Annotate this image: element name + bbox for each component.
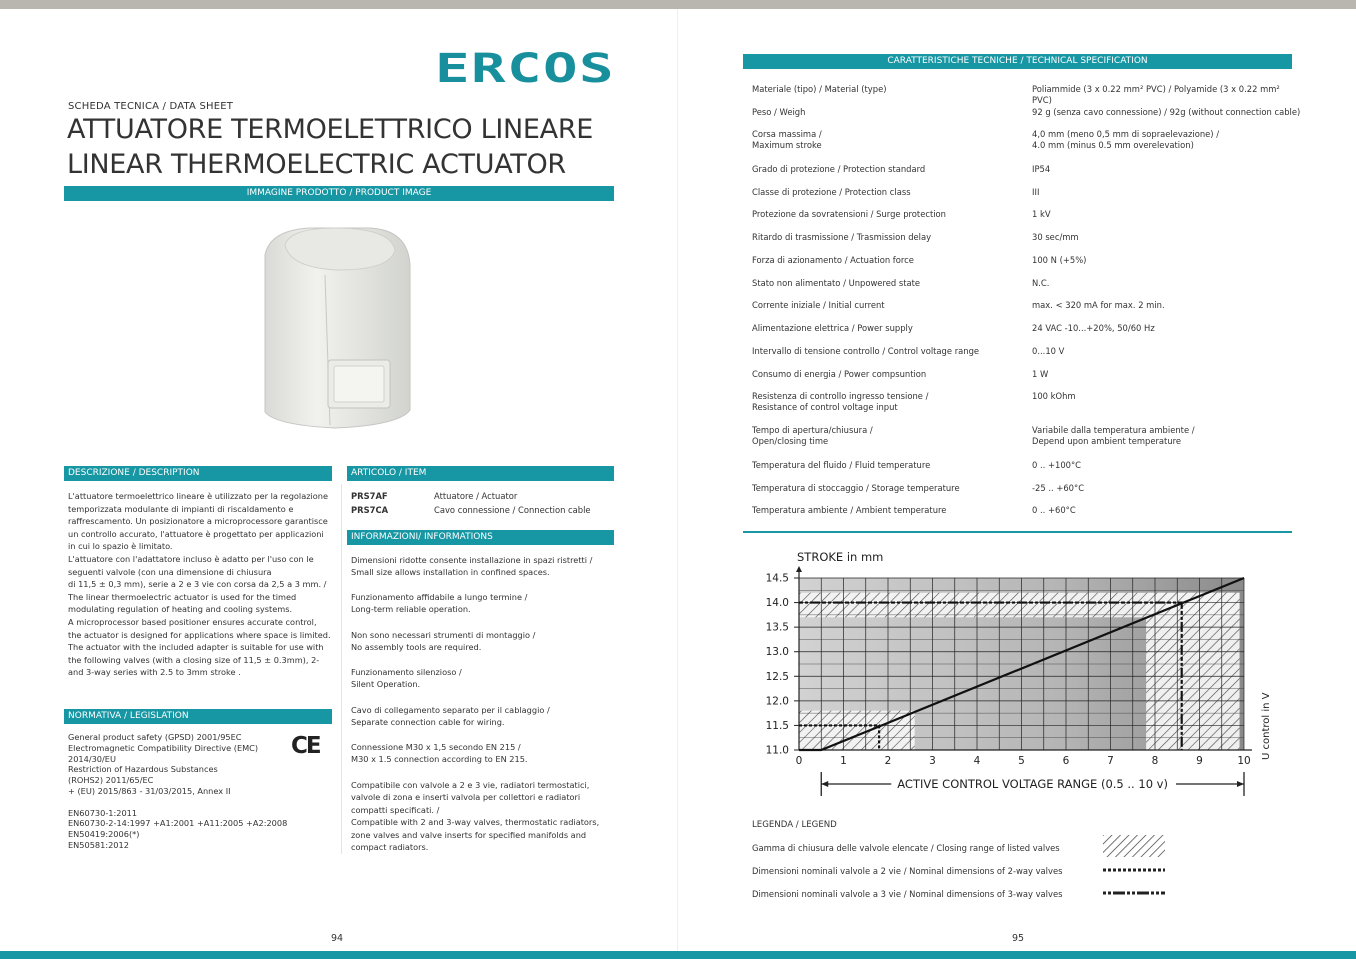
- info-block: [351, 554, 615, 579]
- info-line: No assembly tools are required.: [351, 642, 482, 653]
- top-border: [0, 0, 1356, 9]
- spec-label: [752, 278, 1012, 289]
- y-tick-label: 12.0: [765, 695, 789, 708]
- spec-value-line: N.C.: [1032, 278, 1050, 288]
- spec-label-line: Temperatura del fluido / Fluid temperature: [752, 460, 931, 470]
- spec-label: [752, 255, 1012, 266]
- document-type: SCHEDA TECNICA / DATA SHEET: [68, 101, 234, 112]
- info-block: [351, 741, 615, 766]
- page-number-right: 95: [1012, 933, 1025, 944]
- spec-value: [1032, 425, 1302, 447]
- spec-value: [1032, 107, 1302, 118]
- dotted-legend-swatch: [1103, 866, 1165, 874]
- info-block: [351, 666, 615, 691]
- description-line: temporizzata modulante di impianti di riscaldamento e: [68, 503, 294, 514]
- spec-label: [752, 300, 1012, 311]
- spec-label: [752, 425, 1012, 447]
- spec-value-line: 4.0 mm (minus 0.5 mm overelevation): [1032, 140, 1194, 150]
- spec-value: [1032, 505, 1302, 516]
- description-line: the following valves (with a closing size of 11,5 ± 0.3mm), 2-: [68, 654, 320, 665]
- x-tick-label: 10: [1237, 755, 1251, 767]
- y-tick-label: 14.0: [765, 597, 789, 610]
- legend-title: LEGENDA / LEGEND: [752, 820, 837, 830]
- spec-value: [1032, 209, 1302, 220]
- spec-label: [752, 107, 1012, 118]
- spec-label-line: Corsa massima /: [752, 129, 822, 139]
- spec-value: [1032, 300, 1302, 311]
- info-line: Small size allows installation in confined spaces.: [351, 567, 550, 578]
- spec-value: [1032, 460, 1302, 471]
- spec-label-line: Resistance of control voltage input: [752, 402, 898, 412]
- closing-range-region: [799, 711, 915, 750]
- legislation-line: 2014/30/EU: [68, 753, 116, 764]
- spec-value-line: 4,0 mm (meno 0,5 mm di sopraelevazione) /: [1032, 129, 1220, 139]
- x-axis-label: ACTIVE CONTROL VOLTAGE RANGE (0.5 .. 10 v): [897, 777, 1168, 791]
- info-block: [351, 704, 615, 729]
- spec-value-line: III: [1032, 187, 1040, 197]
- spec-label: [752, 323, 1012, 334]
- item-name: Attuatore / Actuator: [434, 491, 518, 501]
- info-line: Cavo di collegamento separato per il cablaggio /: [351, 705, 550, 715]
- dashdot-legend-swatch: [1103, 889, 1165, 897]
- spec-value-line: 92 g (senza cavo connessione) / 92g (without connection cable): [1032, 107, 1301, 117]
- info-line: Funzionamento affidabile a lungo termine /: [351, 592, 528, 602]
- spec-label-line: Stato non alimentato / Unpowered state: [752, 278, 921, 288]
- spec-label: [752, 391, 1012, 413]
- info-line: Compatible with 2 and 3-way valves, thermostatic radiators,: [351, 817, 600, 828]
- x-tick-label: 7: [1107, 755, 1114, 767]
- technical-spec-header: CARATTERISTICHE TECNICHE / TECHNICAL SPECIFICATION: [743, 54, 1292, 69]
- product-image-header: IMMAGINE PRODOTTO / PRODUCT IMAGE: [64, 186, 614, 201]
- spec-value-line: 100 kOhm: [1032, 391, 1076, 401]
- spec-value: [1032, 255, 1302, 266]
- legislation-line: General product safety (GPSD) 2001/95EC: [68, 732, 242, 742]
- spec-label-line: Tempo di apertura/chiusura /: [752, 425, 873, 435]
- spec-value-line: Variabile dalla temperatura ambiente /: [1032, 425, 1195, 435]
- spec-label: [752, 84, 1012, 95]
- spec-value-line: 1 W: [1032, 369, 1049, 379]
- spec-value-line: IP54: [1032, 164, 1051, 174]
- info-line: Connessione M30 x 1,5 secondo EN 215 /: [351, 742, 521, 752]
- ercos-logo: [434, 51, 616, 85]
- info-line: Compatibile con valvole a 2 e 3 vie, radiatori termostatici,: [351, 780, 590, 790]
- legislation-line: [68, 797, 298, 808]
- y-axis-label: U control in V: [1261, 692, 1272, 760]
- legislation-line: Restriction of Hazardous Substances: [68, 764, 218, 775]
- info-block: [351, 779, 615, 853]
- info-line: Funzionamento silenzioso /: [351, 667, 462, 677]
- description-line: and 3-way series with 2.5 to 3mm stroke .: [68, 667, 241, 678]
- description-text: [68, 490, 334, 679]
- spec-value-line: max. < 320 mA for max. 2 min.: [1032, 300, 1165, 310]
- info-block: [351, 629, 615, 654]
- spec-label-line: Forza di azionamento / Actuation force: [752, 255, 914, 265]
- y-tick-label: 13.5: [765, 621, 789, 634]
- spec-value: [1032, 129, 1302, 151]
- column-divider: [341, 484, 342, 854]
- item-header: ARTICOLO / ITEM: [347, 466, 614, 481]
- y-tick-label: 11.5: [765, 719, 789, 732]
- info-line: Separate connection cable for wiring.: [351, 717, 505, 728]
- description-line: di 11,5 ± 0,3 mm), serie a 2 e 3 vie con corsa da 2,5 a 3 mm. /: [68, 579, 327, 590]
- info-line: zone valves and valve inserts for specified manifolds and: [351, 829, 587, 840]
- spec-label-line: Temperatura ambiente / Ambient temperature: [752, 505, 947, 515]
- item-code: PRS7AF: [351, 491, 388, 501]
- y-tick-label: 14.5: [765, 572, 789, 585]
- spec-label: [752, 505, 1012, 516]
- y-tick-label: 11.0: [765, 744, 789, 757]
- spec-value: [1032, 84, 1302, 106]
- x-tick-label: 4: [973, 755, 981, 767]
- spec-label: [752, 483, 1012, 494]
- spec-value: [1032, 369, 1302, 380]
- x-tick-label: 0: [795, 755, 803, 767]
- hatch-legend-swatch: [1103, 835, 1165, 857]
- closing-range-region: [1146, 593, 1239, 750]
- spec-value: [1032, 391, 1302, 402]
- description-line: A microprocessor based positioner ensures accurate control,: [68, 616, 317, 627]
- info-line: Long-term reliable operation.: [351, 604, 471, 615]
- description-line: un controllo accurato, l'attuatore è progettato per applicazioni: [68, 528, 324, 539]
- spec-label: [752, 369, 1012, 380]
- info-line: compatti specificati. /: [351, 804, 440, 815]
- spec-value-line: Depend upon ambient temperature: [1032, 436, 1182, 446]
- description-header: DESCRIZIONE / DESCRIPTION: [64, 466, 332, 481]
- spec-label-line: Consumo di energia / Power compsuntion: [752, 369, 927, 379]
- legislation-line: EN60730-1:2011: [68, 807, 138, 818]
- page-gutter: [677, 9, 678, 951]
- x-tick-label: 3: [929, 755, 936, 767]
- spec-label-line: Intervallo di tensione controllo / Control voltage range: [752, 346, 980, 356]
- spec-label: [752, 346, 1012, 357]
- spec-value: [1032, 187, 1302, 198]
- info-line: Dimensioni ridotte consente installazione in spazi ristretti /: [351, 555, 593, 565]
- page-number-left: 94: [331, 933, 344, 944]
- spec-label-line: Maximum stroke: [752, 140, 822, 150]
- legislation-line: EN50581:2012: [68, 839, 129, 850]
- spec-value: [1032, 164, 1302, 175]
- legislation-text: [68, 732, 298, 851]
- spec-label-line: Resistenza di controllo ingresso tensione /: [752, 391, 929, 401]
- legislation-line: EN60730-2-14:1997 +A1:2001 +A11:2005 +A2:2008: [68, 818, 288, 829]
- description-line: in cui lo spazio è limitato.: [68, 541, 173, 552]
- title-italian: ATTUATORE TERMOELETTRICO LINEARE: [67, 114, 594, 145]
- spec-label: [752, 232, 1012, 243]
- spec-value: [1032, 278, 1302, 289]
- range-arrowhead-right: [1237, 781, 1244, 787]
- description-line: L'attuatore con l'adattatore incluso è adatto per l'uso con le: [68, 553, 314, 564]
- spec-value: [1032, 323, 1302, 334]
- range-arrowhead-left: [821, 781, 828, 787]
- spec-value-line: 1 kV: [1032, 209, 1051, 219]
- spec-value-line: 30 sec/mm: [1032, 232, 1079, 242]
- x-tick-label: 1: [840, 755, 847, 767]
- spec-value-line: -25 .. +60°C: [1032, 483, 1085, 493]
- x-tick-label: 6: [1062, 755, 1070, 767]
- spec-label-line: Classe di protezione / Protection class: [752, 187, 911, 197]
- info-line: M30 x 1.5 connection according to EN 215.: [351, 754, 528, 765]
- brand-text: ERCOS: [435, 51, 615, 85]
- spec-label-line: Materiale (tipo) / Material (type): [752, 84, 887, 94]
- legislation-line: EN50419:2006(*): [68, 829, 140, 840]
- title-english: LINEAR THERMOELECTRIC ACTUATOR: [67, 149, 566, 180]
- description-line: modulating regulation of heating and cooling systems.: [68, 604, 293, 615]
- y-axis-arrow: [796, 566, 802, 572]
- x-tick-label: 9: [1196, 755, 1203, 767]
- info-block: [351, 591, 615, 616]
- description-line: The linear thermoelectric actuator is used for the timed: [68, 591, 297, 602]
- x-tick-label: 8: [1151, 755, 1159, 767]
- y-tick-label: 13.0: [765, 646, 789, 659]
- spec-label: [752, 187, 1012, 198]
- spec-label: [752, 129, 1012, 151]
- spec-label: [752, 164, 1012, 175]
- actuator-product-image: [250, 220, 420, 435]
- legislation-header: NORMATIVA / LEGISLATION: [64, 709, 332, 724]
- spec-value: [1032, 232, 1302, 243]
- item-name: Cavo connessione / Connection cable: [434, 505, 591, 515]
- spec-label-line: Temperatura di stoccaggio / Storage temperature: [752, 483, 960, 493]
- spec-value-line: 24 VAC -10...+20%, 50/60 Hz: [1032, 323, 1155, 333]
- info-line: compact radiators.: [351, 842, 429, 853]
- spec-label-line: Open/closing time: [752, 436, 829, 446]
- spec-value: [1032, 483, 1302, 494]
- description-line: seguenti valvole (con una dimensione di chiusura: [68, 566, 272, 577]
- info-line: Silent Operation.: [351, 679, 421, 690]
- spec-value: [1032, 346, 1302, 357]
- legend-item: Gamma di chiusura delle valvole elencate / Closing range of listed valves: [752, 843, 1060, 853]
- x-tick-label: 2: [884, 755, 892, 767]
- legislation-line: Electromagnetic Compatibility Directive (EMC): [68, 742, 259, 753]
- bottom-border: [0, 951, 1356, 959]
- legend-item: Dimensioni nominali valvole a 3 vie / Nominal dimensions of 3-way valves: [752, 889, 1063, 899]
- spec-label: [752, 460, 1012, 471]
- legend-item: Dimensioni nominali valvole a 2 vie / Nominal dimensions of 2-way valves: [752, 866, 1063, 876]
- informations-header: INFORMAZIONI/ INFORMATIONS: [347, 530, 614, 545]
- description-line: raffrescamento. Un posizionatore a microprocessore garantisce: [68, 516, 328, 527]
- spec-value-line: 100 N (+5%): [1032, 255, 1087, 265]
- legislation-line: (ROHS2) 2011/65/EC: [68, 775, 154, 786]
- spec-label-line: Grado di protezione / Protection standard: [752, 164, 926, 174]
- ce-mark: CE: [291, 733, 320, 759]
- spec-value-line: 0 .. +60°C: [1032, 505, 1076, 515]
- spec-bottom-rule: [743, 531, 1292, 533]
- info-line: valvole di zona e inserti valvola per collettori e radiatori: [351, 792, 581, 803]
- spec-label-line: Ritardo di trasmissione / Trasmission delay: [752, 232, 932, 242]
- page-title: [67, 112, 593, 182]
- info-line: Non sono necessari strumenti di montaggio /: [351, 630, 536, 640]
- spec-label-line: Alimentazione elettrica / Power supply: [752, 323, 913, 333]
- spec-label: [752, 209, 1012, 220]
- spec-label-line: Corrente iniziale / Initial current: [752, 300, 885, 310]
- spec-value-line: 0...10 V: [1032, 346, 1065, 356]
- x-tick-label: 5: [1018, 755, 1025, 767]
- description-line: L'attuatore termoelettrico lineare è utilizzato per la regolazione: [68, 491, 329, 501]
- y-tick-label: 12.5: [765, 670, 789, 683]
- stroke-chart: [744, 540, 1292, 810]
- spec-value-line: 0 .. +100°C: [1032, 460, 1082, 470]
- spec-label-line: Protezione da sovratensioni / Surge protection: [752, 209, 946, 219]
- description-line: the actuator is designed for applications where space is limited.: [68, 629, 331, 640]
- item-code: PRS7CA: [351, 505, 389, 515]
- spec-value-line: Poliammide (3 x 0.22 mm² PVC) / Polyamide (3 x 0.22 mm² PVC): [1032, 84, 1280, 105]
- spec-label-line: Peso / Weigh: [752, 107, 806, 117]
- legislation-line: + (EU) 2015/863 - 31/03/2015, Annex II: [68, 785, 231, 796]
- chart-title: STROKE in mm: [797, 550, 884, 564]
- description-line: The actuator with the included adapter is suitable for use with: [68, 642, 324, 653]
